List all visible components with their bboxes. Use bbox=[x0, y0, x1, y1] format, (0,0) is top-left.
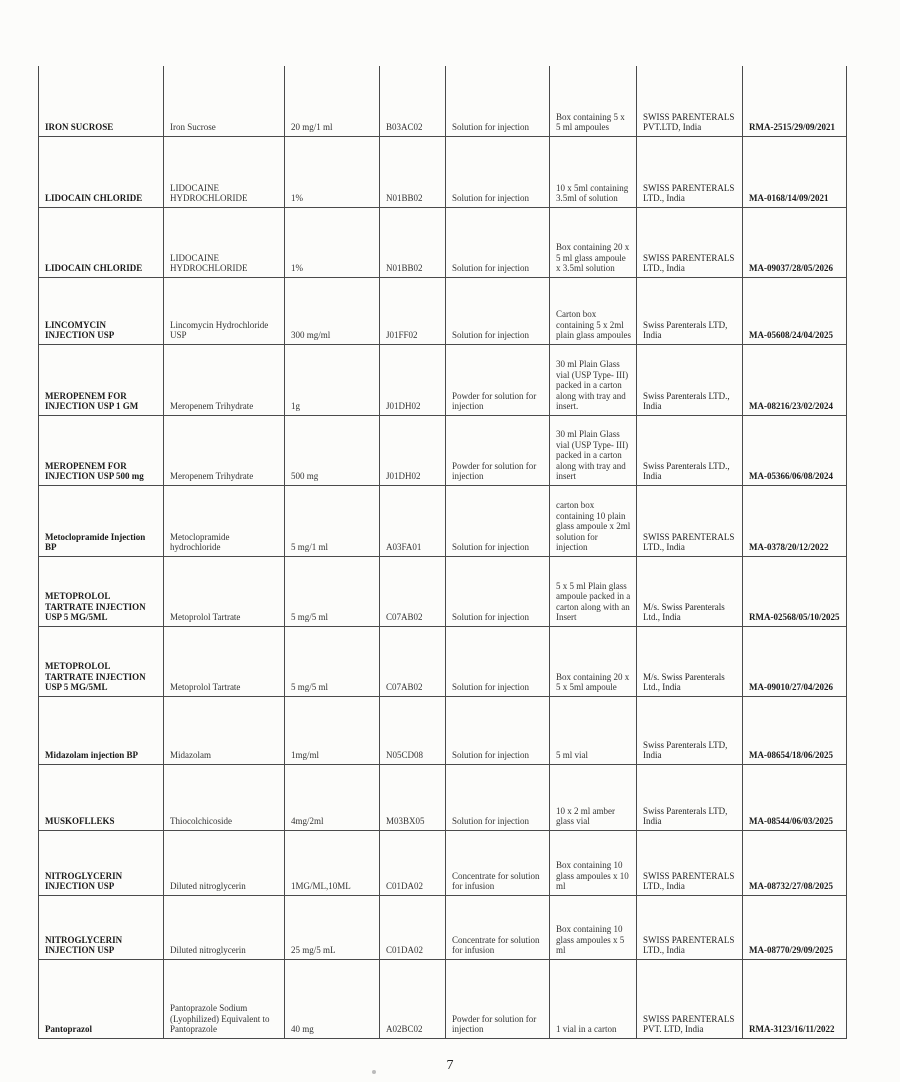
product-name-cell: MEROPENEM FOR INJECTION USP 1 GM bbox=[39, 344, 164, 415]
table-row bbox=[39, 895, 847, 959]
product-registry-table bbox=[38, 66, 847, 1039]
active-substance-cell: Metoprolol Tartrate bbox=[164, 556, 285, 626]
strength-cell: 25 mg/5 mL bbox=[285, 895, 380, 959]
atc-code-cell: J01FF02 bbox=[380, 277, 446, 344]
product-name-cell: LIDOCAIN CHLORIDE bbox=[39, 207, 164, 277]
table-row bbox=[39, 415, 847, 485]
strength-cell: 5 mg/5 ml bbox=[285, 626, 380, 696]
strength-cell: 1% bbox=[285, 207, 380, 277]
active-substance-cell: Metoprolol Tartrate bbox=[164, 626, 285, 696]
packaging-cell: 30 ml Plain Glass vial (USP Type- III) packed in a carton along with tray and insert bbox=[550, 415, 637, 485]
marketing-authorization-cell: RMA-02568/05/10/2025 bbox=[743, 556, 847, 626]
marketing-authorization-cell: MA-05366/06/08/2024 bbox=[743, 415, 847, 485]
pharmaceutical-form-cell: Solution for injection bbox=[446, 764, 550, 830]
packaging-cell: Box containing 20 x 5 ml glass ampoule x 3.5ml solution bbox=[550, 207, 637, 277]
marketing-authorization-cell: MA-09010/27/04/2026 bbox=[743, 626, 847, 696]
product-name-cell: METOPROLOL TARTRATE INJECTION USP 5 MG/5ML bbox=[39, 556, 164, 626]
manufacturer-cell: SWISS PARENTERALS LTD., India bbox=[637, 136, 743, 207]
manufacturer-cell: SWISS PARENTERALS LTD., India bbox=[637, 830, 743, 895]
marketing-authorization-cell: MA-08732/27/08/2025 bbox=[743, 830, 847, 895]
active-substance-cell: Diluted nitroglycerin bbox=[164, 830, 285, 895]
strength-cell: 1mg/ml bbox=[285, 696, 380, 764]
active-substance-cell: Lincomycin Hydrochloride USP bbox=[164, 277, 285, 344]
table-row bbox=[39, 626, 847, 696]
product-name-cell: NITROGLYCERIN INJECTION USP bbox=[39, 895, 164, 959]
table-row bbox=[39, 764, 847, 830]
table-row bbox=[39, 830, 847, 895]
product-name-cell: NITROGLYCERIN INJECTION USP bbox=[39, 830, 164, 895]
table-row bbox=[39, 344, 847, 415]
table-row bbox=[39, 696, 847, 764]
strength-cell: 5 mg/5 ml bbox=[285, 556, 380, 626]
manufacturer-cell: SWISS PARENTERALS PVT.LTD, India bbox=[637, 66, 743, 136]
manufacturer-cell: Swiss Parenterals LTD., India bbox=[637, 344, 743, 415]
pharmaceutical-form-cell: Solution for injection bbox=[446, 66, 550, 136]
table-row bbox=[39, 207, 847, 277]
atc-code-cell: C01DA02 bbox=[380, 830, 446, 895]
marketing-authorization-cell: MA-08216/23/02/2024 bbox=[743, 344, 847, 415]
packaging-cell: 5 ml vial bbox=[550, 696, 637, 764]
marketing-authorization-cell: MA-05608/24/04/2025 bbox=[743, 277, 847, 344]
active-substance-cell: LIDOCAINE HYDROCHLORIDE bbox=[164, 207, 285, 277]
pharmaceutical-form-cell: Solution for injection bbox=[446, 626, 550, 696]
table-row bbox=[39, 959, 847, 1038]
atc-code-cell: J01DH02 bbox=[380, 415, 446, 485]
product-name-cell: MUSKOFLLEKS bbox=[39, 764, 164, 830]
pharmaceutical-form-cell: Concentrate for solution for infusion bbox=[446, 830, 550, 895]
product-name-cell: Midazolam injection BP bbox=[39, 696, 164, 764]
pharmaceutical-form-cell: Solution for injection bbox=[446, 485, 550, 556]
strength-cell: 4mg/2ml bbox=[285, 764, 380, 830]
marketing-authorization-cell: MA-0168/14/09/2021 bbox=[743, 136, 847, 207]
atc-code-cell: C01DA02 bbox=[380, 895, 446, 959]
packaging-cell: 10 x 5ml containing 3.5ml of solution bbox=[550, 136, 637, 207]
strength-cell: 1MG/ML,10ML bbox=[285, 830, 380, 895]
marketing-authorization-cell: MA-08544/06/03/2025 bbox=[743, 764, 847, 830]
manufacturer-cell: M/s. Swiss Parenterals Ltd., India bbox=[637, 556, 743, 626]
product-name-cell: Metoclopramide Injection BP bbox=[39, 485, 164, 556]
page-number: 7 bbox=[446, 1058, 454, 1073]
manufacturer-cell: SWISS PARENTERALS LTD., India bbox=[637, 895, 743, 959]
active-substance-cell: Diluted nitroglycerin bbox=[164, 895, 285, 959]
pharmaceutical-form-cell: Powder for solution for injection bbox=[446, 415, 550, 485]
product-name-cell: MEROPENEM FOR INJECTION USP 500 mg bbox=[39, 415, 164, 485]
packaging-cell: Box containing 10 glass ampoules x 10 ml bbox=[550, 830, 637, 895]
strength-cell: 500 mg bbox=[285, 415, 380, 485]
manufacturer-cell: SWISS PARENTERALS LTD., India bbox=[637, 207, 743, 277]
manufacturer-cell: SWISS PARENTERALS PVT. LTD, India bbox=[637, 959, 743, 1038]
pharmaceutical-form-cell: Powder for solution for injection bbox=[446, 344, 550, 415]
table-body bbox=[39, 66, 847, 1038]
table-row bbox=[39, 136, 847, 207]
marketing-authorization-cell: MA-0378/20/12/2022 bbox=[743, 485, 847, 556]
atc-code-cell: N05CD08 bbox=[380, 696, 446, 764]
atc-code-cell: M03BX05 bbox=[380, 764, 446, 830]
packaging-cell: 10 x 2 ml amber glass vial bbox=[550, 764, 637, 830]
manufacturer-cell: SWISS PARENTERALS LTD., India bbox=[637, 485, 743, 556]
atc-code-cell: N01BB02 bbox=[380, 136, 446, 207]
packaging-cell: Box containing 10 glass ampoules x 5 ml bbox=[550, 895, 637, 959]
pharmaceutical-form-cell: Solution for injection bbox=[446, 136, 550, 207]
manufacturer-cell: Swiss Parenterals LTD., India bbox=[637, 415, 743, 485]
marketing-authorization-cell: MA-08770/29/09/2025 bbox=[743, 895, 847, 959]
product-name-cell: LIDOCAIN CHLORIDE bbox=[39, 136, 164, 207]
active-substance-cell: Thiocolchicoside bbox=[164, 764, 285, 830]
active-substance-cell: Iron Sucrose bbox=[164, 66, 285, 136]
pharmaceutical-form-cell: Concentrate for solution for infusion bbox=[446, 895, 550, 959]
product-name-cell: IRON SUCROSE bbox=[39, 66, 164, 136]
table-row bbox=[39, 485, 847, 556]
active-substance-cell: Meropenem Trihydrate bbox=[164, 344, 285, 415]
active-substance-cell: Meropenem Trihydrate bbox=[164, 415, 285, 485]
marketing-authorization-cell: MA-09037/28/05/2026 bbox=[743, 207, 847, 277]
table-row bbox=[39, 277, 847, 344]
manufacturer-cell: Swiss Parenterals LTD, India bbox=[637, 277, 743, 344]
manufacturer-cell: M/s. Swiss Parenterals Ltd., India bbox=[637, 626, 743, 696]
product-name-cell: LINCOMYCIN INJECTION USP bbox=[39, 277, 164, 344]
packaging-cell: 30 ml Plain Glass vial (USP Type- III) packed in a carton along with tray and insert. bbox=[550, 344, 637, 415]
packaging-cell: 1 vial in a carton bbox=[550, 959, 637, 1038]
product-name-cell: METOPROLOL TARTRATE INJECTION USP 5 MG/5ML bbox=[39, 626, 164, 696]
atc-code-cell: B03AC02 bbox=[380, 66, 446, 136]
packaging-cell: Box containing 20 x 5 x 5ml ampoule bbox=[550, 626, 637, 696]
marketing-authorization-cell: RMA-2515/29/09/2021 bbox=[743, 66, 847, 136]
atc-code-cell: C07AB02 bbox=[380, 556, 446, 626]
pharmaceutical-form-cell: Powder for solution for injection bbox=[446, 959, 550, 1038]
scan-speck bbox=[372, 1070, 376, 1074]
atc-code-cell: A03FA01 bbox=[380, 485, 446, 556]
packaging-cell: Carton box containing 5 x 2ml plain glass ampoules bbox=[550, 277, 637, 344]
pharmaceutical-form-cell: Solution for injection bbox=[446, 277, 550, 344]
active-substance-cell: LIDOCAINE HYDROCHLORIDE bbox=[164, 136, 285, 207]
product-name-cell: Pantoprazol bbox=[39, 959, 164, 1038]
strength-cell: 5 mg/1 ml bbox=[285, 485, 380, 556]
atc-code-cell: N01BB02 bbox=[380, 207, 446, 277]
packaging-cell: 5 x 5 ml Plain glass ampoule packed in a carton along with an Insert bbox=[550, 556, 637, 626]
pharmaceutical-form-cell: Solution for injection bbox=[446, 696, 550, 764]
packaging-cell: carton box containing 10 plain glass ampoule x 2ml solution for injection bbox=[550, 485, 637, 556]
atc-code-cell: C07AB02 bbox=[380, 626, 446, 696]
manufacturer-cell: Swiss Parenterals LTD, India bbox=[637, 696, 743, 764]
packaging-cell: Box containing 5 x 5 ml ampoules bbox=[550, 66, 637, 136]
atc-code-cell: J01DH02 bbox=[380, 344, 446, 415]
strength-cell: 1g bbox=[285, 344, 380, 415]
strength-cell: 300 mg/ml bbox=[285, 277, 380, 344]
marketing-authorization-cell: RMA-3123/16/11/2022 bbox=[743, 959, 847, 1038]
strength-cell: 40 mg bbox=[285, 959, 380, 1038]
pharmaceutical-form-cell: Solution for injection bbox=[446, 556, 550, 626]
active-substance-cell: Pantoprazole Sodium (Lyophilized) Equivalent to Pantoprazole bbox=[164, 959, 285, 1038]
table-row bbox=[39, 66, 847, 136]
strength-cell: 20 mg/1 ml bbox=[285, 66, 380, 136]
atc-code-cell: A02BC02 bbox=[380, 959, 446, 1038]
active-substance-cell: Midazolam bbox=[164, 696, 285, 764]
pharmaceutical-form-cell: Solution for injection bbox=[446, 207, 550, 277]
strength-cell: 1% bbox=[285, 136, 380, 207]
table-row bbox=[39, 556, 847, 626]
active-substance-cell: Metoclopramide hydrochloride bbox=[164, 485, 285, 556]
manufacturer-cell: Swiss Parenterals LTD, India bbox=[637, 764, 743, 830]
marketing-authorization-cell: MA-08654/18/06/2025 bbox=[743, 696, 847, 764]
